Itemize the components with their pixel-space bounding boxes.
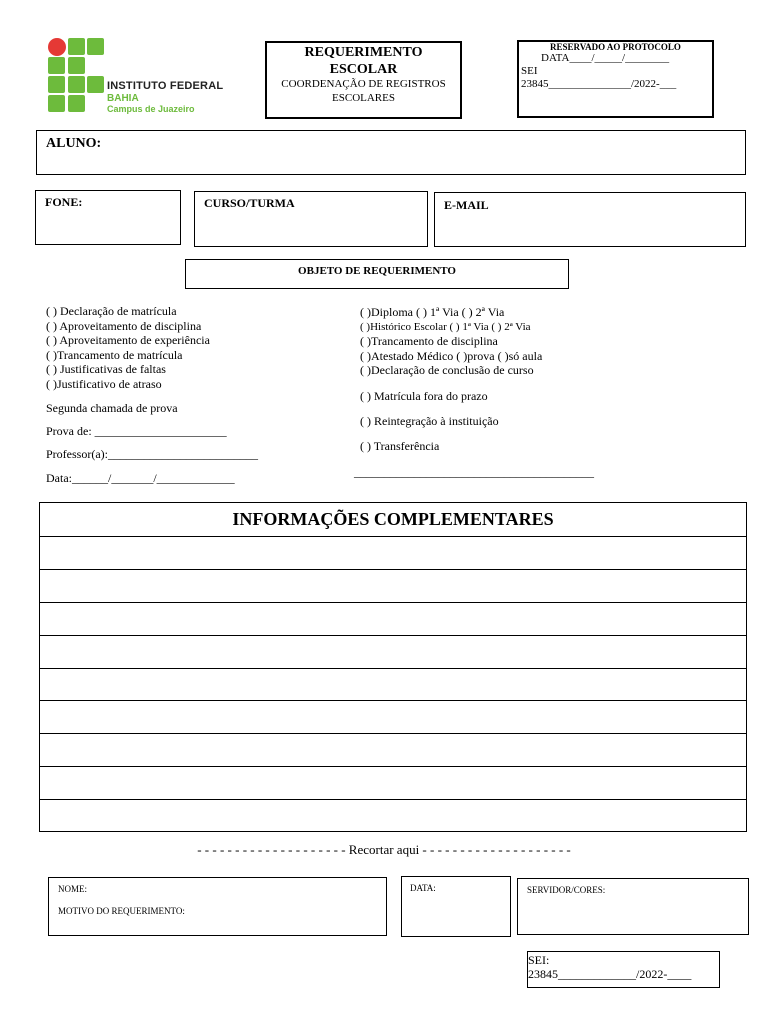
option-reintegracao[interactable]: ( ) Reintegração à instituição bbox=[360, 414, 499, 428]
fone-label: FONE: bbox=[45, 195, 83, 209]
option-trancamento-matricula[interactable]: ( )Trancamento de matrícula bbox=[46, 347, 183, 362]
fone-field[interactable] bbox=[35, 190, 181, 245]
option-declaracao-conclusao[interactable]: ( )Declaração de conclusão de curso bbox=[360, 363, 534, 378]
table-row[interactable] bbox=[40, 733, 746, 734]
logo-square bbox=[48, 57, 65, 74]
table-row[interactable] bbox=[40, 766, 746, 767]
option-diploma[interactable]: ( )Diploma ( ) 1ª Via ( ) 2ª Via bbox=[360, 305, 505, 319]
email-field[interactable] bbox=[434, 192, 746, 247]
logo-red-circle bbox=[48, 38, 66, 56]
curso-turma-label: CURSO/TURMA bbox=[204, 196, 295, 210]
form-title-line1: REQUERIMENTO bbox=[304, 45, 423, 60]
logo-text-institute: INSTITUTO FEDERAL bbox=[107, 80, 224, 92]
form-title-line2: ESCOLAR bbox=[329, 62, 398, 77]
receipt-sei-number: 23845_____________/2022-____ bbox=[528, 967, 692, 981]
option-trancamento-disciplina[interactable]: ( )Trancamento de disciplina bbox=[360, 334, 498, 349]
right-options-list bbox=[360, 305, 542, 378]
option-transferencia[interactable]: ( ) Transferência bbox=[360, 439, 440, 453]
institute-logo bbox=[48, 38, 228, 118]
logo-square bbox=[48, 76, 65, 93]
protocol-sei-label: SEI bbox=[521, 65, 538, 77]
objeto-heading: OBJETO DE REQUERIMENTO bbox=[298, 265, 456, 277]
option-aproveitamento-disciplina[interactable]: ( ) Aproveitamento de disciplina bbox=[46, 318, 202, 333]
logo-square bbox=[87, 76, 104, 93]
receipt-servidor-label: SERVIDOR/CORES: bbox=[527, 885, 606, 895]
info-complementares-table bbox=[39, 502, 747, 832]
logo-square bbox=[68, 57, 85, 74]
receipt-data-label: DATA: bbox=[410, 883, 436, 893]
logo-square bbox=[68, 76, 85, 93]
form-subtitle-line1: COORDENAÇÃO DE REGISTROS bbox=[281, 78, 446, 90]
curso-turma-field[interactable] bbox=[194, 191, 428, 247]
logo-text-state: BAHIA bbox=[107, 93, 139, 104]
cut-here-line: - - - - - - - - - - - - - - - - - - - - Recortar aqui - - - - - - - - - - - - - - - - - - - - bbox=[197, 842, 571, 857]
receipt-sei-label: SEI: bbox=[528, 953, 550, 967]
receipt-motivo-label: MOTIVO DO REQUERIMENTO: bbox=[58, 906, 185, 916]
prova-de-field[interactable]: Prova de: ______________________ bbox=[46, 424, 227, 438]
email-label: E-MAIL bbox=[444, 198, 489, 212]
option-historico-escolar[interactable]: ( )Histórico Escolar ( ) 1ª Via ( ) 2ª Via bbox=[360, 320, 531, 333]
protocol-heading: RESERVADO AO PROTOCOLO bbox=[550, 42, 681, 52]
receipt-sei-box bbox=[527, 951, 720, 988]
receipt-servidor-box[interactable] bbox=[517, 878, 749, 935]
table-row[interactable] bbox=[40, 569, 746, 570]
receipt-nome-box[interactable] bbox=[48, 877, 387, 936]
table-row[interactable] bbox=[40, 799, 746, 800]
table-row[interactable] bbox=[40, 602, 746, 603]
table-row[interactable] bbox=[40, 668, 746, 669]
option-declaracao-matricula[interactable]: ( ) Declaração de matrícula bbox=[46, 304, 177, 318]
option-justificativas-faltas[interactable]: ( ) Justificativas de faltas bbox=[46, 362, 166, 377]
protocol-date: DATA____/_____/________ bbox=[541, 52, 670, 64]
left-options-list bbox=[46, 304, 210, 392]
segunda-chamada-label: Segunda chamada de prova bbox=[46, 401, 178, 415]
table-row[interactable] bbox=[40, 700, 746, 701]
table-row[interactable] bbox=[40, 536, 746, 537]
logo-square bbox=[48, 95, 65, 112]
receipt-data-box[interactable] bbox=[401, 876, 511, 937]
form-title-box bbox=[265, 41, 462, 119]
logo-square bbox=[87, 38, 104, 55]
table-row[interactable] bbox=[40, 635, 746, 636]
info-complementares-title: INFORMAÇÕES COMPLEMENTARES bbox=[232, 509, 554, 529]
aluno-label: ALUNO: bbox=[46, 136, 102, 151]
option-matricula-fora-prazo[interactable]: ( ) Matrícula fora do prazo bbox=[360, 389, 488, 403]
professor-field[interactable]: Professor(a):_________________________ bbox=[46, 447, 258, 461]
option-atestado-medico[interactable]: ( )Atestado Médico ( )prova ( )só aula bbox=[360, 348, 543, 363]
form-subtitle-line2: ESCOLARES bbox=[332, 92, 395, 104]
logo-square bbox=[68, 38, 85, 55]
data-field[interactable]: Data:______/_______/_____________ bbox=[46, 471, 235, 485]
protocol-sei-number: 23845_______________/2022-___ bbox=[521, 78, 677, 90]
right-blank-line[interactable]: ________________________________________ bbox=[354, 465, 594, 479]
protocol-box bbox=[517, 40, 714, 118]
aluno-field[interactable] bbox=[36, 130, 746, 175]
objeto-heading-box bbox=[185, 259, 569, 289]
logo-square bbox=[68, 95, 85, 112]
option-aproveitamento-experiencia[interactable]: ( ) Aproveitamento de experiência bbox=[46, 333, 210, 348]
option-justificativo-atraso[interactable]: ( )Justificativo de atraso bbox=[46, 376, 162, 391]
logo-text-campus: Campus de Juazeiro bbox=[107, 104, 195, 114]
receipt-nome-label: NOME: bbox=[58, 884, 87, 894]
